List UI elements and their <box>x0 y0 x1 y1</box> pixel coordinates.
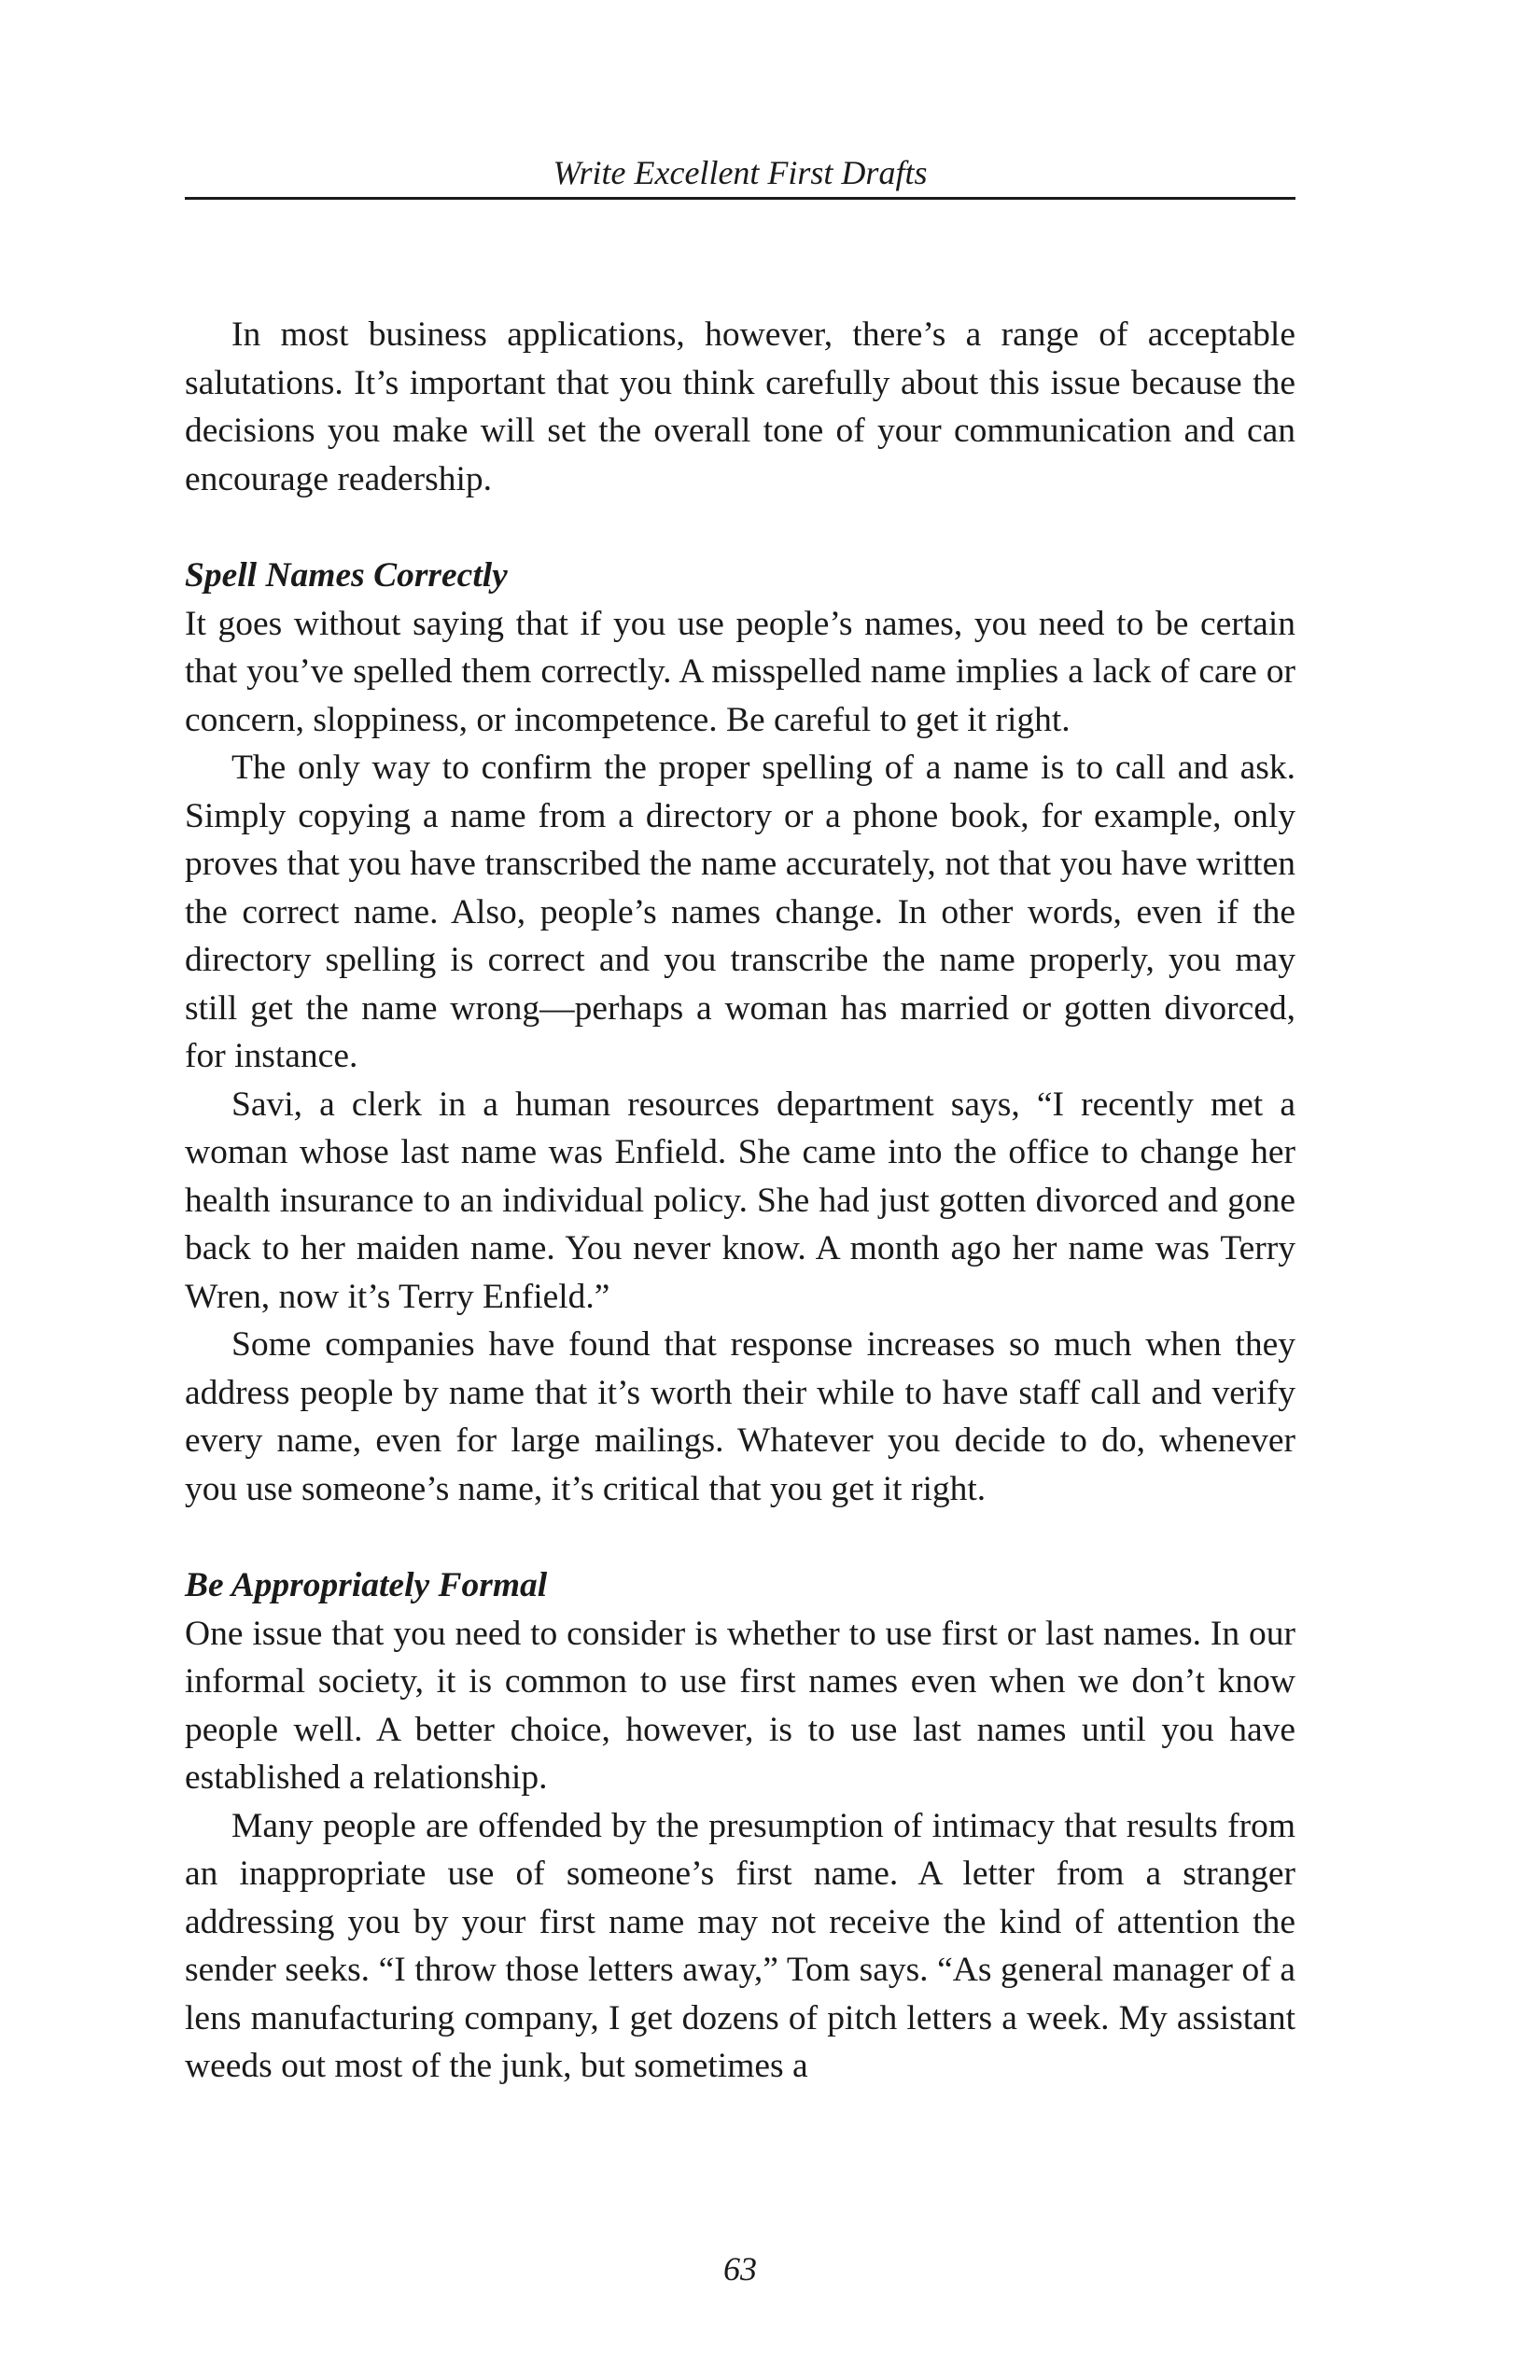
page-number: 63 <box>723 2250 757 2288</box>
intro-paragraph: In most business applications, however, there’s a range of acceptable salutations. It’s important that you think carefully about this issue because the decisions you make will set the overall tone of your communication and can encourage readership. <box>185 315 1295 498</box>
paragraph: Some companies have found that response increases so much when they address people by name that it’s worth their while to have staff call and verify every name, even for large mailings. Whatever you decide to do, whenever you use someone’s name, it’s critical that you get it right. <box>185 1325 1295 1508</box>
paragraph: The only way to confirm the proper spelling of a name is to call and ask. Simply copying a name from a directory or a phone book, for example, only proves that you have transcribed the name accurately, not that you have written the correct name. Also, people’s names change. In other words, even if the directory spelling is correct and you transcribe the name properly, you may still get the name wrong—perhaps a woman has married or gotten divorced, for instance. <box>185 749 1295 1075</box>
paragraph: It goes without saying that if you use people’s names, you need to be certain that you’ve spelled them correctly. A misspelled name implies a lack of care or concern, sloppiness, or incompetence. Be careful to get it right. <box>185 604 1295 739</box>
section-heading-spell-names: Spell Names Correctly <box>185 556 508 595</box>
section-heading-appropriately-formal: Be Appropriately Formal <box>185 1566 548 1604</box>
paragraph: One issue that you need to consider is whether to use first or last names. In our informal society, it is common to use first names even when we don’t know people well. A better choice, however, is to use last names until you have established a relationship. <box>185 1614 1295 1797</box>
running-head: Write Excellent First Drafts <box>553 154 928 191</box>
paragraph: Many people are offended by the presumption of intimacy that results from an inappropriate use of someone’s first name. A letter from a stranger addressing you by your first name may not receive the kind of attention the sender seeks. “I throw those letters away,” Tom says. “As general manager of a lens manufacturing company, I get dozens of pitch letters a week. My assistant weeds out most of the junk, but sometimes a <box>185 1806 1295 2085</box>
header-rule <box>185 197 1295 200</box>
body-text <box>185 311 1295 2091</box>
paragraph: Savi, a clerk in a human resources department says, “I recently met a woman whose last name was Enfield. She came into the office to change her health insurance to an individual policy. She had just gotten divorced and gone back to her maiden name. You never know. A month ago her name was Terry Wren, now it’s Terry Enfield.” <box>185 1085 1295 1316</box>
